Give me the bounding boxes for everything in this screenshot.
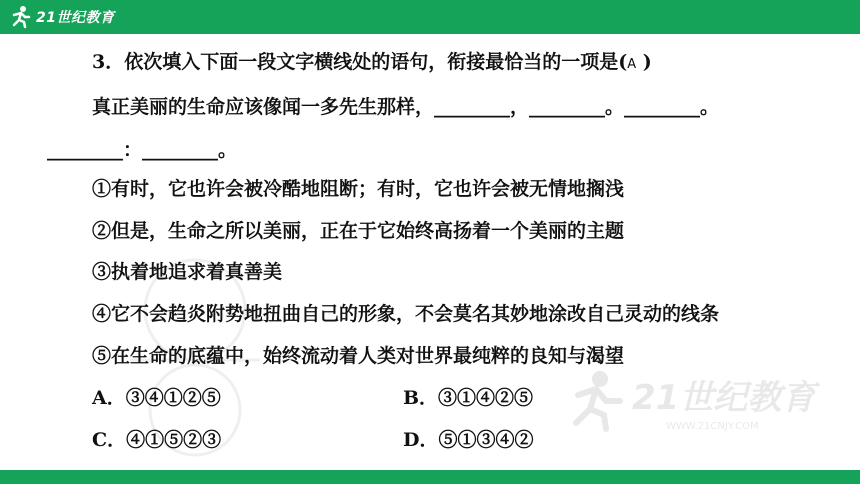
runner-logo-icon — [8, 5, 32, 29]
logo — [8, 3, 114, 31]
list-item: ④它不会趋炎附势地扭曲自己的形象，不会莫名其妙地涂改自己灵动的线条 — [92, 303, 720, 325]
watermark — [570, 365, 820, 435]
question-stem-suffix: ) — [636, 51, 652, 73]
list-item: ③执着地追求着真善美 — [92, 261, 283, 283]
answer-letter: A — [627, 57, 637, 72]
watermark-runner-icon — [570, 365, 820, 435]
watermark-text: 21世纪教育 — [632, 378, 816, 418]
list-item: ②但是，生命之所以美丽，正在于它始终高扬着一个美丽的主题 — [92, 220, 625, 242]
option-b: B．③①④②⑤ — [403, 387, 534, 409]
header-bar — [0, 0, 860, 34]
option-c: C．④①⑤②③ — [92, 429, 222, 451]
option-a: A．③④①②⑤ — [92, 387, 221, 409]
question-stem — [92, 50, 652, 77]
passage-line-2: ________：________。 — [47, 139, 238, 161]
list-item: ⑤在生命的底蕴中，始终流动着人类对世界最纯粹的良知与渴望 — [92, 345, 625, 367]
option-d: D．⑤①③④② — [403, 429, 534, 451]
watermark-subtext: WWW.21CNJY.COM — [666, 421, 759, 432]
footer-bar — [0, 470, 860, 484]
list-item: ①有时，它也许会被冷酷地阻断；有时，它也许会被无情地搁浅 — [92, 178, 625, 200]
logo-text: 21世纪教育 — [36, 10, 115, 26]
question-stem-prefix: 3．依次填入下面一段文字横线处的语句，衔接最恰当的一项是( — [92, 51, 628, 73]
passage-line-1: 真正美丽的生命应该像闻一多先生那样，________，________。________。 — [92, 96, 720, 118]
